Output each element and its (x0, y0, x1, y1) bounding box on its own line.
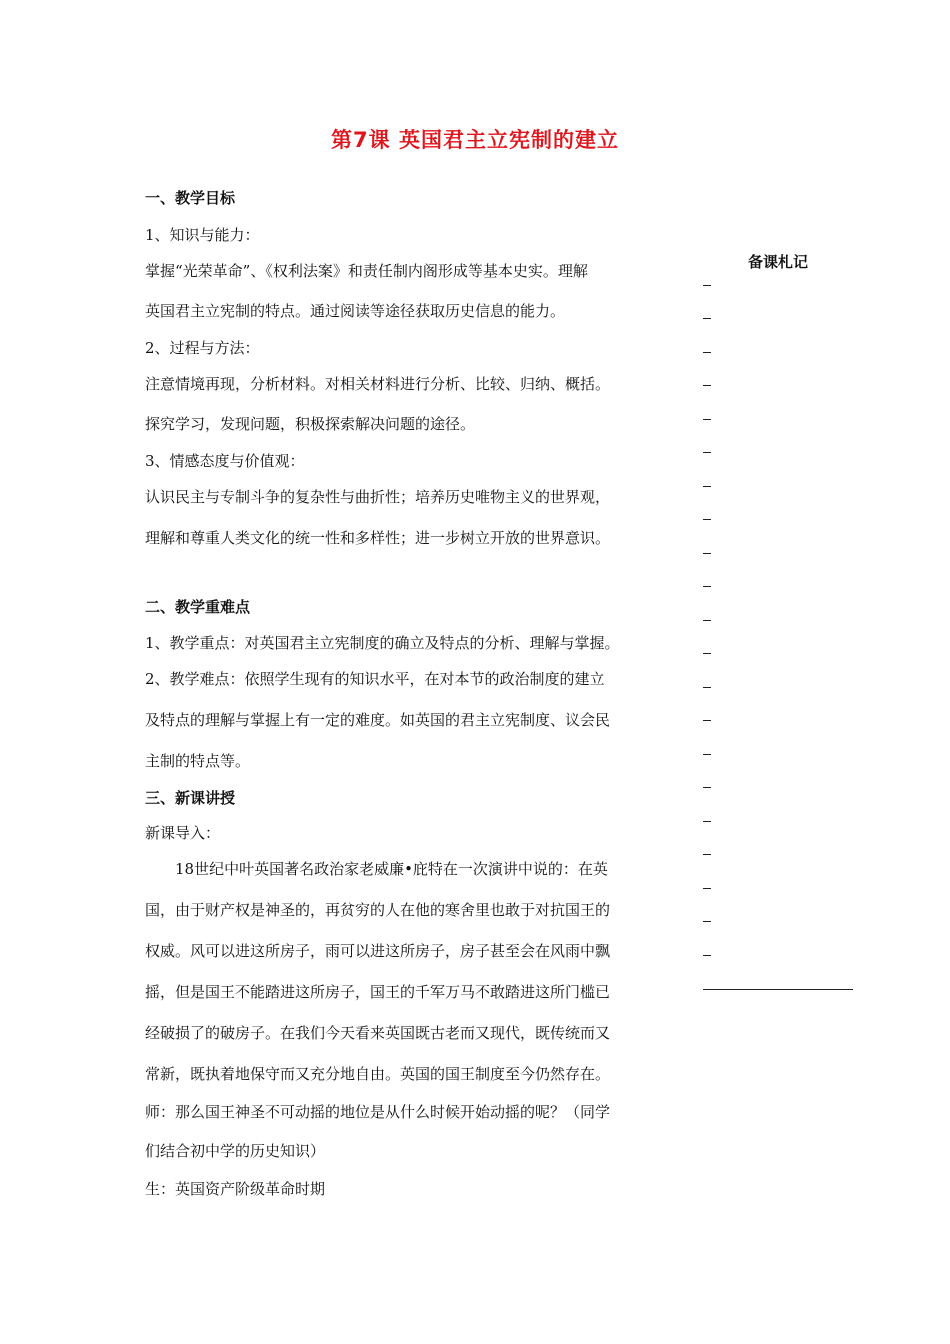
notes-dash (703, 653, 711, 654)
text-line: 主制的特点等。 (145, 752, 251, 770)
notes-dash (703, 352, 711, 353)
text-line: 3、情感态度与价值观： (145, 452, 305, 470)
notes-dash (703, 821, 711, 822)
section-heading: 一、教学目标 (145, 189, 236, 207)
notes-column-title: 备课札记 (748, 253, 809, 271)
notes-dash (703, 888, 711, 889)
notes-dash (703, 519, 711, 520)
text-line: 们结合初中学的历史知识） (145, 1142, 326, 1160)
text-line: 师：那么国王神圣不可动摇的地位是从什么时候开始动摇的呢？（同学 (145, 1103, 611, 1121)
text-line: 2、过程与方法： (145, 339, 260, 357)
text-line: 生：英国资产阶级革命时期 (145, 1180, 326, 1198)
notes-dash (703, 452, 711, 453)
notes-dash (703, 754, 711, 755)
text-line: 认识民主与专制斗争的复杂性与曲折性；培养历史唯物主义的世界观， (145, 488, 611, 506)
text-line: 及特点的理解与掌握上有一定的难度。如英国的君主立宪制度、议会民 (145, 711, 611, 729)
notes-dash (703, 720, 711, 721)
notes-dash (703, 854, 711, 855)
notes-dash (703, 687, 711, 688)
section-heading: 三、新课讲授 (145, 789, 236, 807)
notes-dash (703, 285, 711, 286)
section-heading: 二、教学重难点 (145, 598, 251, 616)
notes-dash (703, 955, 711, 956)
notes-dash (703, 620, 711, 621)
notes-dash (703, 586, 711, 587)
notes-dash (703, 318, 711, 319)
text-line: 摇，但是国王不能踏进这所房子，国王的千军万马不敢踏进这所门槛已 (145, 983, 611, 1001)
notes-dash (703, 787, 711, 788)
notes-dash (703, 553, 711, 554)
text-line: 经破损了的破房子。在我们今天看来英国既古老而又现代，既传统而又 (145, 1024, 611, 1042)
text-line: 注意情境再现，分析材料。对相关材料进行分析、比较、归纳、概括。 (145, 375, 611, 393)
text-line: 掌握“光荣革命”、《权利法案》和责任制内阁形成等基本史实。理解 (145, 262, 588, 280)
text-line: 探究学习，发现问题，积极探索解决问题的途径。 (145, 415, 476, 433)
notes-dash (703, 419, 711, 420)
text-line: 英国君主立宪制的特点。通过阅读等途径获取历史信息的能力。 (145, 302, 566, 320)
text-line: 2、教学难点：依照学生现有的知识水平，在对本节的政治制度的建立 (145, 670, 605, 688)
lesson-title: 第7课 英国君主立宪制的建立 (331, 128, 619, 152)
text-line: 常新，既执着地保守而又充分地自由。英国的国王制度至今仍然存在。 (145, 1065, 611, 1083)
text-line: 18世纪中叶英国著名政治家老威廉•庇特在一次演讲中说的：在英 (175, 860, 608, 878)
notes-dash (703, 921, 711, 922)
text-line: 新课导入： (145, 824, 221, 842)
text-line: 国，由于财产权是神圣的，再贫穷的人在他的寒舍里也敢于对抗国王的 (145, 901, 611, 919)
text-line: 理解和尊重人类文化的统一性和多样性；进一步树立开放的世界意识。 (145, 529, 611, 547)
text-line: 1、教学重点：对英国君主立宪制度的确立及特点的分析、理解与掌握。 (145, 634, 620, 652)
text-line: 权威。风可以进这所房子，雨可以进这所房子，房子甚至会在风雨中飘 (145, 942, 611, 960)
notes-dash (703, 486, 711, 487)
notes-dash (703, 385, 711, 386)
notes-divider-line (703, 989, 853, 990)
text-line: 1、知识与能力： (145, 226, 260, 244)
